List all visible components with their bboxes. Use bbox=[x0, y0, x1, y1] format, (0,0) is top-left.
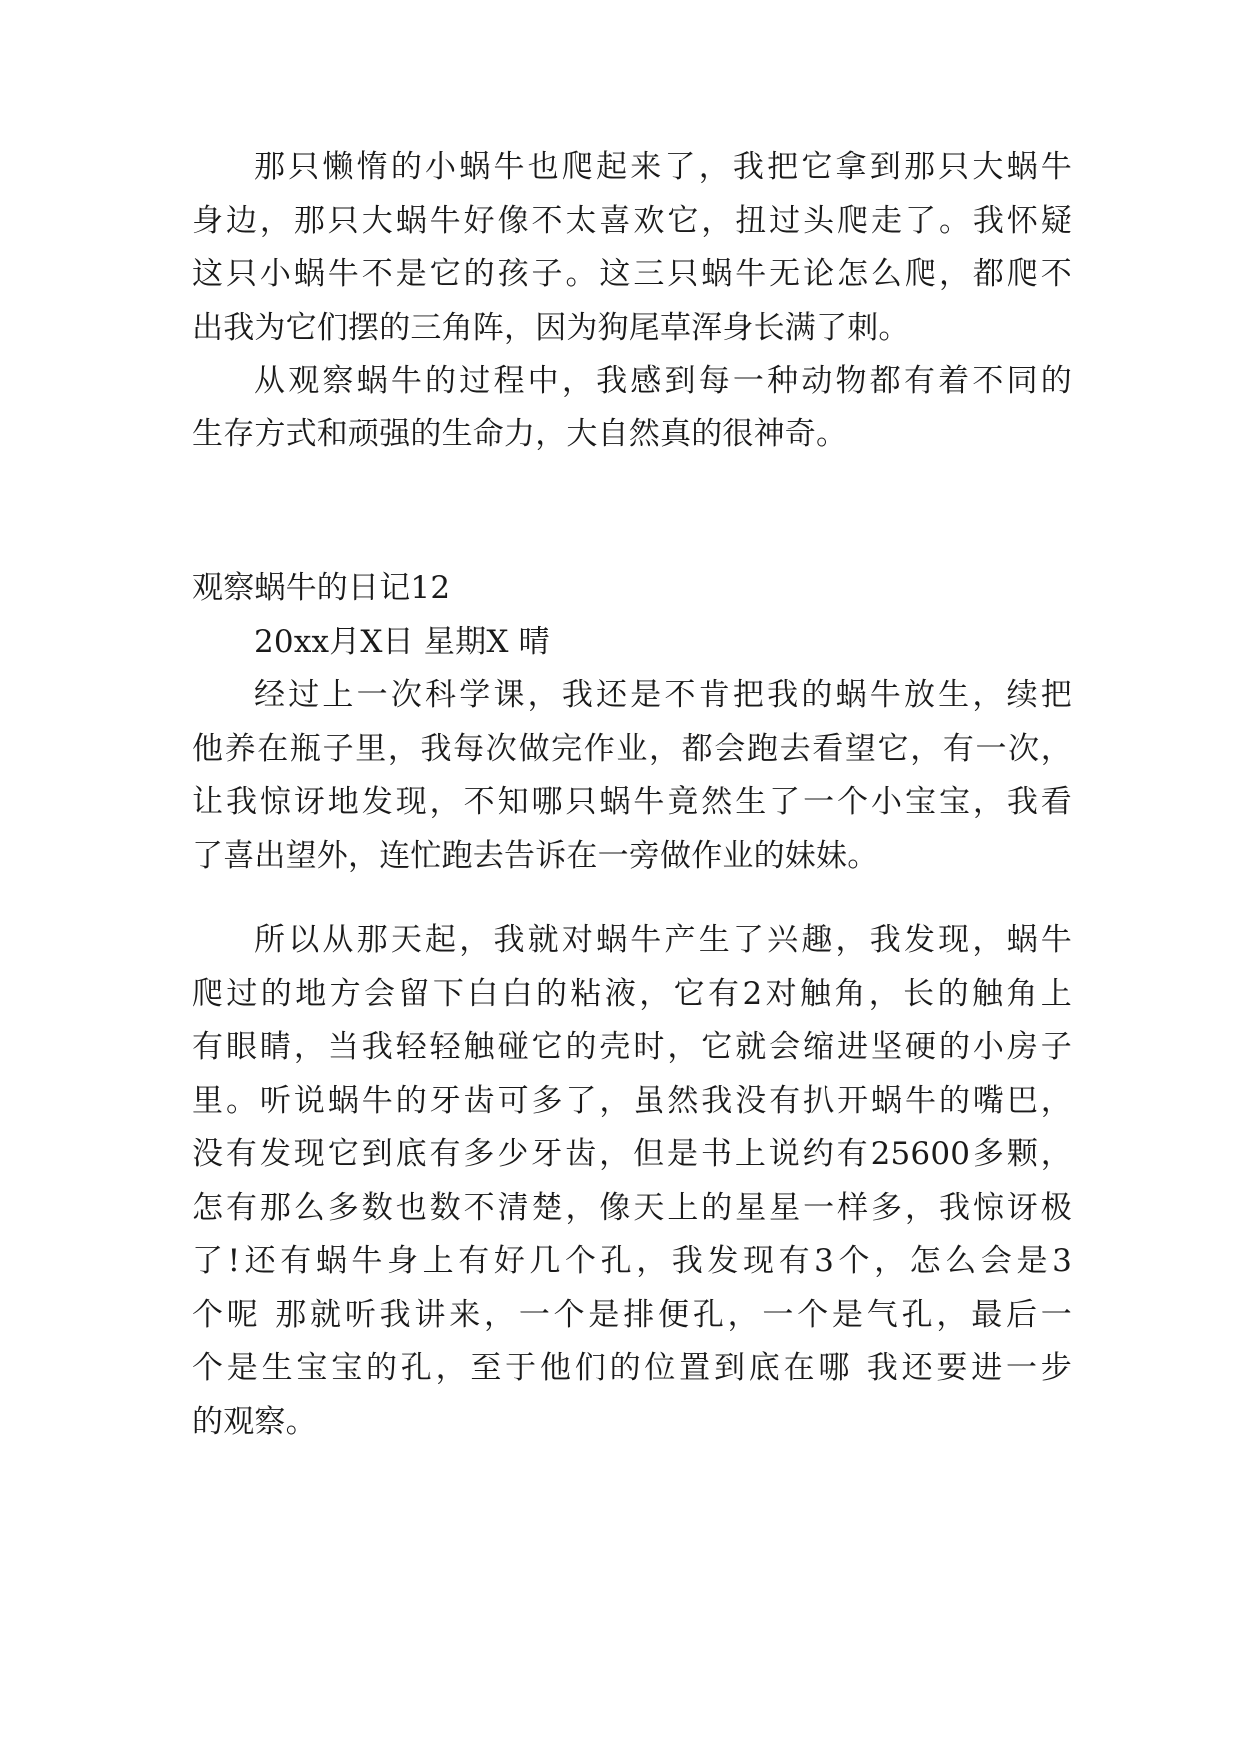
paragraph-line: 个是生宝宝的孔，至于他们的位置到底在哪 我还要进一步 bbox=[192, 1350, 1072, 1386]
paragraph-line: 了!还有蜗牛身上有好几个孔，我发现有3个，怎么会是3 bbox=[192, 1243, 1072, 1279]
section-title: 观察蜗牛的日记12 bbox=[192, 570, 451, 606]
paragraph-line: 从观察蜗牛的过程中，我感到每一种动物都有着不同的 bbox=[254, 363, 1072, 399]
paragraph-line: 怎有那么多数也数不清楚，像天上的星星一样多，我惊讶极 bbox=[192, 1190, 1072, 1226]
paragraph-line: 了喜出望外，连忙跑去告诉在一旁做作业的妹妹。 bbox=[192, 838, 879, 874]
paragraph-line: 让我惊讶地发现，不知哪只蜗牛竟然生了一个小宝宝，我看 bbox=[192, 784, 1072, 820]
paragraph-line: 里。听说蜗牛的牙齿可多了，虽然我没有扒开蜗牛的嘴巴， bbox=[192, 1083, 1072, 1119]
paragraph-line: 所以从那天起，我就对蜗牛产生了兴趣，我发现，蜗牛 bbox=[254, 922, 1072, 958]
paragraph-line: 的观察。 bbox=[192, 1404, 317, 1440]
paragraph-line: 他养在瓶子里，我每次做完作业，都会跑去看望它，有一次， bbox=[192, 731, 1072, 767]
paragraph-line: 这只小蜗牛不是它的孩子。这三只蜗牛无论怎么爬，都爬不 bbox=[192, 256, 1072, 292]
paragraph-line: 那只懒惰的小蜗牛也爬起来了，我把它拿到那只大蜗牛 bbox=[254, 149, 1072, 185]
paragraph-line: 经过上一次科学课，我还是不肯把我的蜗牛放生，续把 bbox=[254, 677, 1072, 713]
paragraph-line: 个呢 那就听我讲来，一个是排便孔，一个是气孔，最后一 bbox=[192, 1297, 1072, 1333]
paragraph-line: 没有发现它到底有多少牙齿，但是书上说约有25600多颗， bbox=[192, 1136, 1072, 1172]
paragraph-line: 出我为它们摆的三角阵，因为狗尾草浑身长满了刺。 bbox=[192, 310, 910, 346]
paragraph-line: 有眼睛，当我轻轻触碰它的壳时，它就会缩进坚硬的小房子 bbox=[192, 1029, 1072, 1065]
paragraph-line: 生存方式和顽强的生命力，大自然真的很神奇。 bbox=[192, 416, 848, 452]
paragraph-line: 爬过的地方会留下白白的粘液，它有2对触角，长的触角上 bbox=[192, 976, 1072, 1012]
paragraph-line: 身边，那只大蜗牛好像不太喜欢它，扭过头爬走了。我怀疑 bbox=[192, 203, 1072, 239]
date-line: 20xx月X日 星期X 晴 bbox=[254, 624, 550, 660]
